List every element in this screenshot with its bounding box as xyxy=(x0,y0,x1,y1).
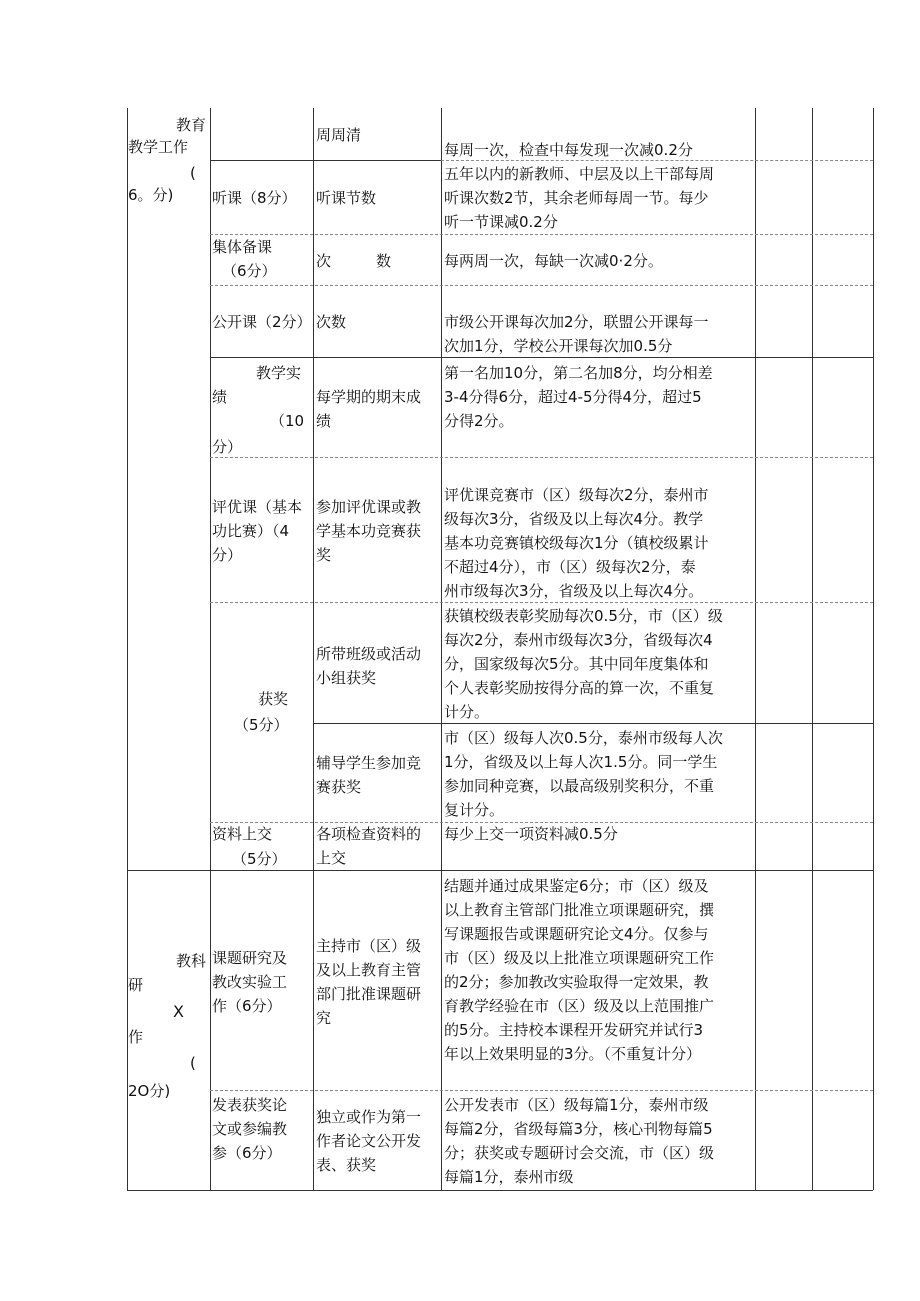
desc-line: 基本功竞赛镇校级每次1分（镇校级累计 xyxy=(444,534,709,552)
content-line: 参加评优课或教 xyxy=(316,498,422,516)
content-line: 独立或作为第一 xyxy=(316,1108,422,1126)
content-cell: 听课节数 xyxy=(316,189,377,207)
desc-line: 获镇校级表彰奖励每次0.5分，市（区）级 xyxy=(444,607,723,625)
item-line: 教学实 xyxy=(256,364,302,382)
desc-line: 听课次数2节，其余老师每周一节。每少 xyxy=(444,189,709,207)
desc-line: 分得2分。 xyxy=(444,412,514,430)
desc-line: 计分。 xyxy=(444,703,490,721)
content-cell: 次数 xyxy=(316,313,347,331)
item-line: 参（6分） xyxy=(212,1144,282,1162)
item-line: 课题研究及 xyxy=(212,949,288,967)
content-line: 表、获奖 xyxy=(316,1156,377,1174)
desc-line: 的2分；参加教改实验取得一定效果，教 xyxy=(444,973,709,991)
content-line: 及以上教育主管 xyxy=(316,961,422,979)
item-line: 发表获奖论 xyxy=(212,1096,288,1114)
content-line: 主持市（区）级 xyxy=(316,937,422,955)
desc-cell: 每周一次，检查中每发现一次减0.2分 xyxy=(444,141,693,159)
desc-line: 评优课竞赛市（区）级每次2分，泰州市 xyxy=(444,486,709,504)
desc-cell: 每少上交一项资料减0.5分 xyxy=(444,825,618,843)
item-line: 文或参编教 xyxy=(212,1120,288,1138)
content-line: 上交 xyxy=(316,849,347,867)
item-line: 资料上交 xyxy=(212,825,273,843)
category-line: 研 xyxy=(128,976,144,994)
item-line: 获奖 xyxy=(258,690,289,708)
content-line: 绩 xyxy=(316,412,332,430)
item-line: 教改实验工 xyxy=(212,973,288,991)
category-line: X xyxy=(173,1002,184,1021)
item-line: （5分） xyxy=(234,716,289,734)
desc-line: 年以上效果明显的3分。（不重复计分） xyxy=(444,1045,702,1063)
desc-line: 五年以内的新教师、中层及以上干部每周 xyxy=(444,165,715,183)
desc-line: 每篇1分，泰州市级 xyxy=(444,1168,574,1186)
content-line: 奖 xyxy=(316,546,332,564)
item-line: 评优课（基本 xyxy=(212,498,303,516)
desc-line: 次加1分，学校公开课每次加0.5分 xyxy=(444,337,673,355)
desc-cell: 每两周一次，每缺一次减0·2分。 xyxy=(444,252,663,270)
category-line: 2O分) xyxy=(128,1082,171,1100)
desc-line: 州市级每次3分，省级及以上每次4分。 xyxy=(444,582,704,600)
category-line: ( xyxy=(190,1054,196,1072)
item-line: 分） xyxy=(212,438,243,456)
desc-line: 3-4分得6分，超过4-5分得4分，超过5 xyxy=(444,388,702,406)
content-line: 所带班级或活动 xyxy=(316,645,422,663)
item-line: （5分） xyxy=(232,850,287,868)
desc-line: 不超过4分），市（区）级每次2分，泰 xyxy=(444,558,696,576)
content-cell: 周周清 xyxy=(316,126,362,144)
content-line: 小组获奖 xyxy=(316,669,377,687)
content-line: 各项检查资料的 xyxy=(316,825,422,843)
item-line: 集体备课 xyxy=(212,238,273,256)
desc-line: 每次2分，泰州市级每次3分，省级每次4 xyxy=(444,631,713,649)
content-line: 部门批准课题研 xyxy=(316,985,422,1003)
desc-line: 市级公开课每次加2分，联盟公开课每一 xyxy=(444,313,709,331)
item-line: 作（6分） xyxy=(212,997,282,1015)
item-line: 绩 xyxy=(212,388,228,406)
desc-line: 市（区）级每人次0.5分，泰州市级每人次 xyxy=(444,729,723,747)
category-line: 教科 xyxy=(176,952,207,970)
desc-line: 个人表彰奖励按得分高的算一次，不重复 xyxy=(444,679,715,697)
desc-line: 市（区）级及以上批准立项课题研究工作 xyxy=(444,949,715,967)
item-cell: 听课（8分） xyxy=(212,189,297,207)
item-line: （10 xyxy=(270,412,305,430)
desc-line: 育教学经验在市（区）级及以上范围推广 xyxy=(444,997,715,1015)
item-line: 分） xyxy=(212,546,243,564)
desc-line: 复计分。 xyxy=(444,801,505,819)
desc-line: 1分，省级及以上每人次1.5分。同一学生 xyxy=(444,753,718,771)
desc-line: 分；获奖或专题研讨会交流，市（区）级 xyxy=(444,1144,715,1162)
desc-line: 参加同种竞赛，以最高级别奖积分，不重 xyxy=(444,777,715,795)
content-line: 究 xyxy=(316,1009,332,1027)
content-line: 学基本功竞赛获 xyxy=(316,522,422,540)
item-line: （6分） xyxy=(222,262,277,280)
desc-line: 结题并通过成果鉴定6分；市（区）级及 xyxy=(444,877,709,895)
category-line: 教育 xyxy=(176,116,207,134)
desc-line: 分，国家级每次5分。其中同年度集体和 xyxy=(444,655,709,673)
desc-line: 第一名加10分，第二名加8分，均分相差 xyxy=(444,364,713,382)
category-line: ( xyxy=(190,164,196,182)
category-line: 教学工作 xyxy=(128,138,189,156)
desc-line: 每篇2分，省级每篇3分，核心刊物每篇5 xyxy=(444,1120,713,1138)
desc-line: 的5分。主持校本课程开发研究并试行3 xyxy=(444,1021,704,1039)
desc-line: 公开发表市（区）级每篇1分，泰州市级 xyxy=(444,1096,709,1114)
content-line: 辅导学生参加竞 xyxy=(316,754,422,772)
desc-line: 写课题报告或课题研究论文4分。仅参与 xyxy=(444,925,709,943)
content-line: 赛获奖 xyxy=(316,778,362,796)
item-cell: 公开课（2分） xyxy=(212,313,312,331)
desc-line: 以上教育主管部门批准立项课题研究，撰 xyxy=(444,901,715,919)
desc-line: 听一节课减0.2分 xyxy=(444,213,558,231)
content-line: 每学期的期末成 xyxy=(316,388,422,406)
item-line: 功比赛）（4 xyxy=(212,522,290,540)
category-line: 作 xyxy=(128,1028,144,1046)
content-line: 作者论文公开发 xyxy=(316,1132,422,1150)
desc-line: 级每次3分，省级及以上每次4分。教学 xyxy=(444,510,704,528)
category-line: 6。分) xyxy=(128,186,174,204)
content-cell: 次 数 xyxy=(316,252,392,270)
